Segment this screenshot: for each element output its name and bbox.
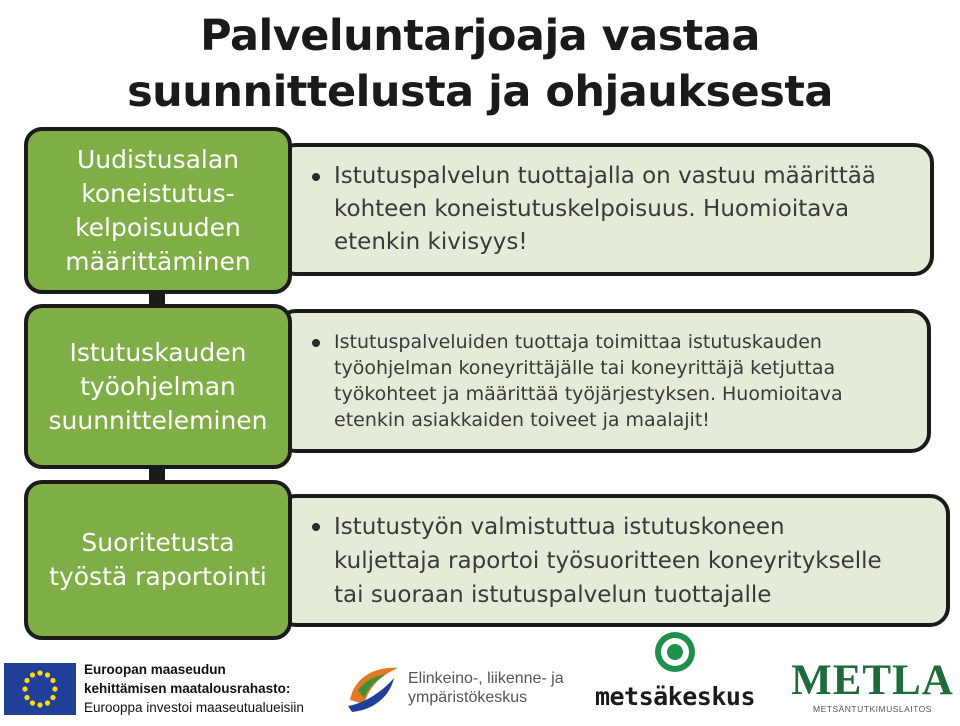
eu-logo [4, 660, 314, 718]
metla-subtitle: METSÄNTUTKIMUSLAITOS [813, 704, 932, 714]
stage-2-description-box [276, 309, 931, 453]
eu-text-line-3: Eurooppa investoi maaseutualueisiin [84, 700, 304, 715]
metsakeskus-logo [586, 630, 764, 726]
stage-1-box [24, 127, 292, 294]
stage-3-description-box [276, 494, 950, 627]
stage-3-label: Suoritetusta työstä raportointi [49, 528, 267, 591]
logo-strip [0, 652, 960, 726]
slide-title [0, 8, 960, 120]
eu-flag-icon [4, 663, 76, 715]
metla-wordmark: METLA [791, 657, 954, 704]
slide-title-line-2: suunnittelusta ja ohjauksesta [127, 67, 833, 117]
metla-logo [790, 658, 955, 722]
stage-1-description-box [276, 143, 934, 276]
slide-title-line-1: Palveluntarjoaja vastaa [200, 11, 760, 61]
stage-1-label: Uudistusalan koneistutus- kelpoisuuden määrittäminen [65, 144, 251, 276]
ely-emblem-icon [344, 660, 402, 716]
eu-text-line-1: Euroopan maaseudun [84, 662, 226, 677]
stage-3-description: Istutustyön valmistuttua istutuskoneen kuljettaja raportoi työsuoritteen koneyritykselle tai suoraan istutuspalvelun tuottajalle [334, 513, 882, 608]
stage-2-box [24, 304, 292, 469]
ely-logo [344, 660, 564, 718]
metsakeskus-emblem-icon [653, 630, 697, 674]
stage-3-box [24, 480, 292, 640]
ely-text-line-2: ympäristökeskus [408, 689, 528, 706]
ely-text-line-1: Elinkeino-, liikenne- ja [408, 670, 564, 687]
stage-2-description: Istutuspalveluiden tuottaja toimittaa istutuskauden työohjelman koneyrittäjälle tai koneyrittäjä ketjuttaa työkohteet ja määrittää työjärjestyksen. Huomioitava etenkin asiakkaiden toiveet ja maalajit! [334, 331, 843, 431]
metsakeskus-wordmark: metsäkeskus [594, 682, 756, 711]
stage-1-description: Istutuspalvelun tuottajalla on vastuu määrittää kohteen koneistutuskelpoisuus. Huomioitava etenkin kivisyys! [334, 163, 876, 255]
bullet-icon [312, 173, 320, 181]
bullet-icon [312, 523, 320, 531]
bullet-icon [312, 339, 320, 347]
eu-text-line-2: kehittämisen maatalousrahasto: [84, 681, 291, 696]
stage-2-label: Istutuskauden työohjelman suunnitteleminen [48, 337, 268, 435]
